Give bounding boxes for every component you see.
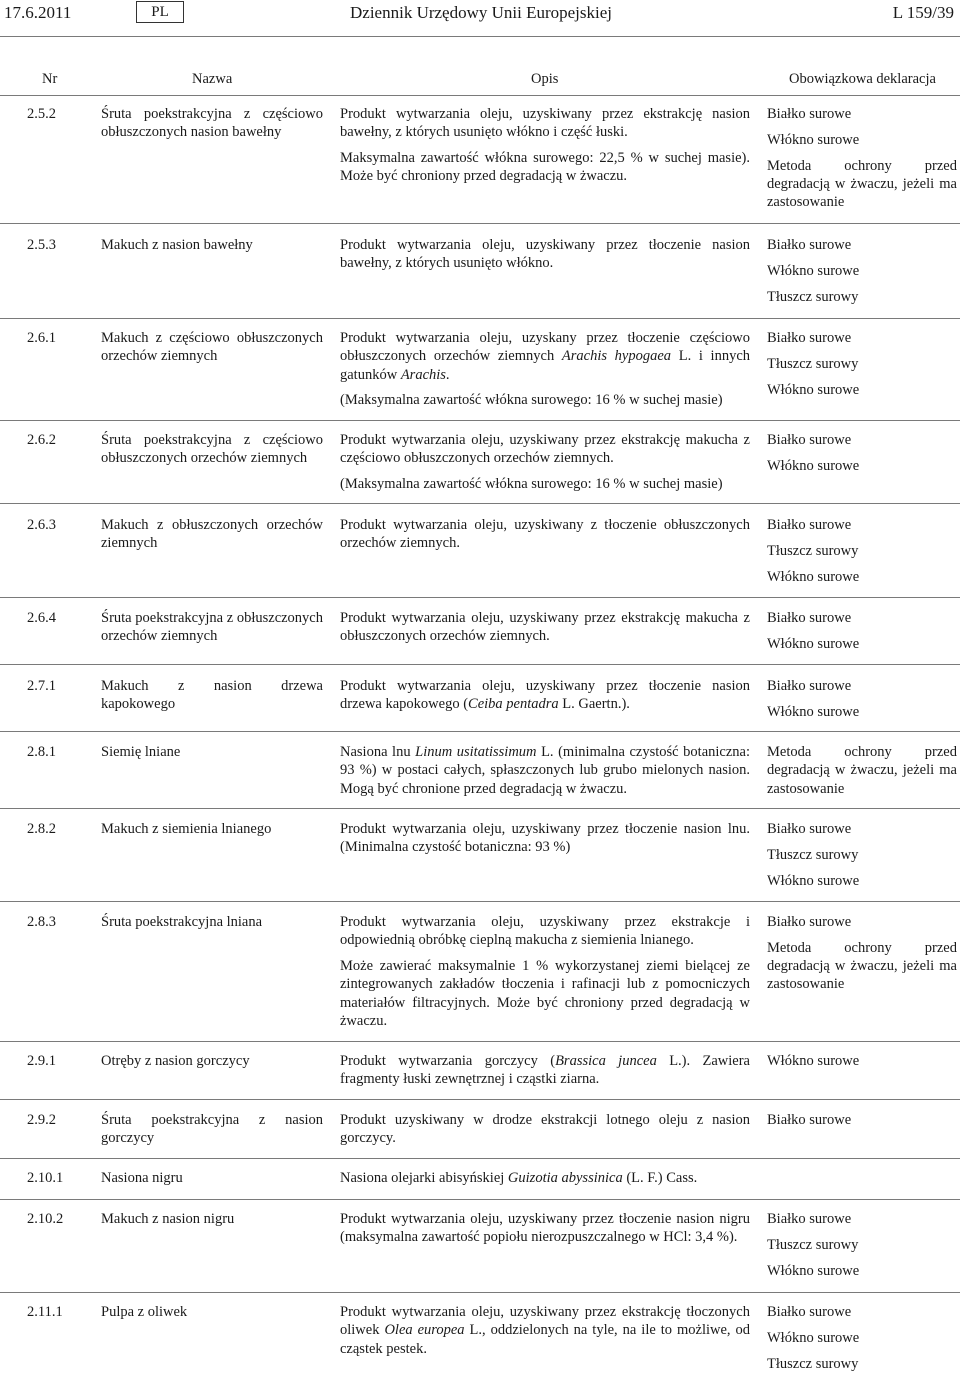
declaration-item: Białko surowe [767,1211,852,1227]
row-nr: 2.9.1 [27,1053,56,1069]
publication-date: 17.6.2011 [4,3,72,22]
declaration-item: Tłuszcz surowy [767,846,859,863]
page-header [0,0,960,30]
declaration-item: Włókno surowe [767,131,860,148]
row-nr: 2.6.2 [27,432,56,448]
row-description: Produkt wytwarzania oleju, uzyskiwany przez tłoczenie nasion nigru (maksymalna zawartość popiołu nierozpuszczalnego w HCl: 3,4 %). [340,1211,750,1246]
row-nr: 2.8.3 [27,914,56,930]
journal-title: Dziennik Urzędowy Unii Europejskiej [350,3,613,22]
declaration-item: Włókno surowe [767,872,860,889]
declaration-item: Włókno surowe [767,457,860,474]
row-nr: 2.6.1 [27,330,56,346]
row-name: Otręby z nasion gorczycy [101,1053,250,1069]
row-nr: 2.11.1 [27,1304,63,1320]
declaration-item: Włókno surowe [767,381,860,398]
row-name: Makuch z częściowo obłuszczonych orzechów ziemnych [101,330,323,365]
declaration-item: Włókno surowe [767,1262,860,1279]
row-nr: 2.8.1 [27,744,56,760]
row-name: Śruta poekstrakcyjna z częściowo obłuszczonych orzechów ziemnych [101,432,323,467]
declaration-item: Tłuszcz surowy [767,288,859,305]
row-name: Śruta poekstrakcyjna z nasion gorczycy [101,1112,323,1147]
description-paragraph: Maksymalna zawartość włókna surowego: 22,5 % w suchej masie). Może być chroniony przed degradacją w żwaczu. [340,150,750,185]
row-nr: 2.10.2 [27,1211,64,1227]
row-name: Śruta poekstrakcyjna z obłuszczonych orzechów ziemnych [101,610,323,645]
declaration-item: Metoda ochrony przed degradacją w żwaczu, jeżeli ma zastosowanie [767,744,957,797]
declaration-item: Włókno surowe [767,1329,860,1346]
row-nr: 2.10.1 [27,1170,64,1186]
declaration-item: Białko surowe [767,517,852,533]
column-header-nr: Nr [42,71,58,87]
row-declaration [767,431,957,483]
declaration-item: Tłuszcz surowy [767,1355,859,1372]
row-description [340,105,750,186]
row-declaration [767,1111,957,1137]
row-declaration [767,1052,957,1078]
row-declaration [767,913,957,1001]
row-declaration [767,677,957,729]
header-divider [0,36,960,37]
row-divider [0,1099,960,1100]
row-divider [0,1292,960,1293]
declaration-item: Włókno surowe [767,568,860,585]
description-paragraph: Może zawierać maksymalnie 1 % wykorzystanej ziemi bielącej ze zintegrowanych zakładów tłoczenia i rafinacji lub z pomocniczych materiałów filtracyjnych. Może być chroniony przed degradacją w żwaczu. [340,958,750,1029]
row-description: Produkt wytwarzania oleju, uzyskiwany przez tłoczenie nasion lnu. (Minimalna czystość botaniczna: 93 %) [340,821,750,856]
row-divider [0,420,960,421]
row-description [340,431,750,493]
row-description: Produkt wytwarzania oleju, uzyskiwany z tłoczenie obłuszczonych orzechów ziemnych. [340,517,750,552]
row-name: Makuch z nasion nigru [101,1211,235,1227]
declaration-item: Włókno surowe [767,262,860,279]
row-divider [0,1041,960,1042]
row-description [340,329,750,410]
page-number: L 159/39 [892,3,954,22]
row-nr: 2.6.4 [27,610,56,626]
declaration-item: Białko surowe [767,610,852,626]
row-name: Śruta poekstrakcyjna z częściowo obłuszczonych nasion bawełny [101,106,323,141]
row-description: Produkt wytwarzania oleju, uzyskiwany przez tłoczenie nasion bawełny, z których usunięto włókno. [340,237,750,272]
row-name: Śruta poekstrakcyjna lniana [101,914,263,930]
description-paragraph: Produkt wytwarzania oleju, uzyskiwany przez ekstrakcję makucha z częściowo obłuszczonych orzechów ziemnych. [340,432,750,467]
declaration-item: Białko surowe [767,432,852,448]
row-description: Produkt uzyskiwany w drodze ekstrakcji lotnego oleju z nasion gorczycy. [340,1112,750,1147]
description-paragraph: Produkt wytwarzania oleju, uzyskiwany przez ekstrakcję nasion bawełny, z których usunięto włókno i część łuski. [340,106,750,141]
declaration-item: Białko surowe [767,330,852,346]
row-description: Produkt wytwarzania gorczycy (Brassica juncea L.). Zawiera fragmenty łuski zewnętrznej i cząstki ziarna. [340,1053,750,1088]
declaration-item: Włókno surowe [767,635,860,652]
column-header-decl: Obowiązkowa deklaracja [789,71,936,87]
row-description: Nasiona olejarki abisyńskiej Guizotia abyssinica (L. F.) Cass. [340,1170,698,1186]
row-description: Produkt wytwarzania oleju, uzyskiwany przez ekstrakcję tłoczonych oliwek Olea europea L., oddzielonych na tyle, na ile to możliwe, od cząstek pestek. [340,1304,750,1357]
row-name: Makuch z obłuszczonych orzechów ziemnych [101,517,323,552]
row-declaration [767,329,957,406]
row-declaration [767,743,957,798]
row-divider [0,503,960,504]
declaration-item: Metoda ochrony przed degradacją w żwaczu, jeżeli ma zastosowanie [767,939,957,993]
table-header-divider [0,95,960,96]
declaration-item: Tłuszcz surowy [767,542,859,559]
row-declaration [767,609,957,661]
declaration-item: Białko surowe [767,1112,852,1128]
row-declaration [767,1210,957,1287]
row-description [340,913,750,1030]
description-paragraph: Produkt wytwarzania oleju, uzyskany przez tłoczenie częściowo obłuszczonych orzechów ziemnych Arachis hypogaea L. i innych gatunków Arachis. [340,330,751,383]
description-paragraph: Produkt wytwarzania oleju, uzyskiwany przez ekstrakcje i odpowiednią obróbkę cieplną makucha z siemienia lnianego. [340,914,750,949]
row-declaration [767,1303,957,1380]
row-divider [0,1199,960,1200]
declaration-item: Metoda ochrony przed degradacją w żwaczu, jeżeli ma zastosowanie [767,157,957,211]
row-nr: 2.6.3 [27,517,56,533]
description-paragraph: (Maksymalna zawartość włókna surowego: 16 % w suchej masie) [340,476,723,493]
row-divider [0,1158,960,1159]
row-divider [0,318,960,319]
language-badge: PL [136,1,184,23]
row-divider [0,223,960,224]
declaration-item: Białko surowe [767,1304,852,1320]
declaration-item: Białko surowe [767,821,852,837]
declaration-item: Białko surowe [767,914,852,930]
column-header-desc: Opis [531,71,559,87]
row-declaration [767,105,957,219]
row-description: Nasiona lnu Linum usitatissimum L. (minimalna czystość botaniczna: 93 %) w postaci całych, spłaszczonych lub grubo mielonych nasion. Mogą być chronione przed degradacją w żwaczu. [340,744,750,797]
row-divider [0,901,960,902]
row-nr: 2.5.2 [27,106,56,122]
declaration-item: Tłuszcz surowy [767,1236,859,1253]
row-name: Makuch z nasion bawełny [101,237,253,253]
row-name: Makuch z nasion drzewa kapokowego [101,678,323,713]
row-divider [0,664,960,665]
row-name: Pulpa z oliwek [101,1304,188,1320]
declaration-item: Białko surowe [767,106,852,122]
declaration-item: Włókno surowe [767,703,860,720]
row-name: Makuch z siemienia lnianego [101,821,272,837]
row-divider [0,731,960,732]
column-header-name: Nazwa [192,71,233,87]
declaration-item: Włókno surowe [767,1053,860,1069]
row-description: Produkt wytwarzania oleju, uzyskiwany przez ekstrakcję makucha z obłuszczonych orzechów ziemnych. [340,610,750,645]
row-nr: 2.9.2 [27,1112,56,1128]
row-divider [0,597,960,598]
row-nr: 2.5.3 [27,237,56,253]
row-description: Produkt wytwarzania oleju, uzyskiwany przez tłoczenie nasion drzewa kapokowego (Ceiba pentadra L. Gaertn.). [340,678,750,713]
row-declaration [767,820,957,897]
declaration-item: Tłuszcz surowy [767,355,859,372]
row-declaration [767,236,957,313]
description-paragraph: (Maksymalna zawartość włókna surowego: 16 % w suchej masie) [340,392,723,409]
row-divider [0,808,960,809]
row-name: Siemię lniane [101,744,181,760]
row-nr: 2.7.1 [27,678,56,694]
row-nr: 2.8.2 [27,821,56,837]
declaration-item: Białko surowe [767,237,852,253]
row-name: Nasiona nigru [101,1170,183,1186]
declaration-item: Białko surowe [767,678,852,694]
row-declaration [767,516,957,593]
